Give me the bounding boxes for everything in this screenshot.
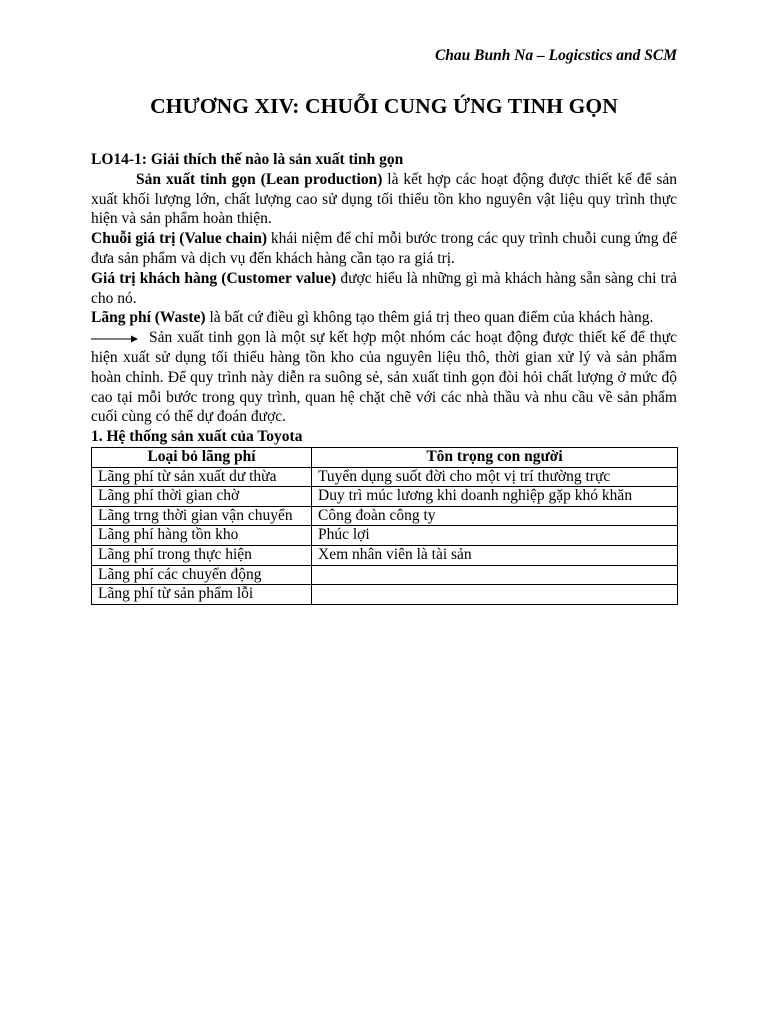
learning-objective-heading: LO14-1: Giải thích thế nào là sản xuất tinh gọn bbox=[91, 151, 404, 168]
chapter-title: CHƯƠNG XIV: CHUỖI CUNG ỨNG TINH GỌN bbox=[150, 94, 618, 118]
table-cell: Lãng trng thời gian vận chuyển bbox=[92, 506, 312, 526]
table-cell: Lãng phí từ sản phẩm lỗi bbox=[92, 585, 312, 605]
table-cell bbox=[312, 585, 678, 605]
table-header-waste: Loại bỏ lãng phí bbox=[92, 447, 312, 467]
paragraph-customer-value bbox=[91, 269, 677, 309]
table-cell: Duy trì múc lương khi doanh nghiệp gặp khó khăn bbox=[312, 487, 678, 507]
page-header: Chau Bunh Na – Logicstics and SCM bbox=[434, 47, 677, 64]
table-cell: Phúc lợi bbox=[312, 526, 678, 546]
arrow-right-icon bbox=[91, 334, 139, 344]
term-waste: Lãng phí (Waste) bbox=[91, 309, 206, 327]
table-row bbox=[92, 585, 678, 605]
term-customer-value: Giá trị khách hàng (Customer value) bbox=[91, 269, 337, 287]
table-cell: Lãng phí từ sản xuất dư thừa bbox=[92, 467, 312, 487]
table-row bbox=[92, 467, 678, 487]
definition-value-chain: khái niệm để chỉ mỗi bước trong các quy trình chuỗi cung ứng để đưa sản phẩm và dịch vụ đến khách hàng cần tạo ra giá trị. bbox=[91, 230, 678, 267]
table-cell: Tuyển dụng suốt đời cho một vị trí thường trực bbox=[312, 467, 678, 487]
table-row bbox=[92, 565, 678, 585]
paragraph-waste bbox=[91, 308, 677, 328]
table-cell: Lãng phí hàng tồn kho bbox=[92, 526, 312, 546]
table-cell bbox=[312, 565, 678, 585]
definition-customer-value: được hiểu là những gì mà khách hàng sẵn sàng chi trả cho nó. bbox=[91, 269, 677, 307]
term-lean-production: Sản xuất tinh gọn (Lean production) bbox=[136, 170, 383, 188]
table-header-row bbox=[92, 447, 678, 467]
table-header-respect: Tôn trọng con người bbox=[312, 447, 678, 467]
term-value-chain: Chuỗi giá trị (Value chain) bbox=[91, 230, 268, 248]
summary-text: Sản xuất tinh gọn là một sự kết hợp một nhóm các hoạt động được thiết kế để thực hiện xuất sử dụng tối thiểu hàng tồn kho của nguyên liệu thô, thời gian xử lý và sản phẩm hoàn chỉnh. Để quy trình này diễn ra suông sẻ, sản xuất tinh gọn đòi hỏi chất lượng ở mức độ cao tại mỗi bước trong quy trình, quan hệ chặt chẽ với các nhà thầu và nhu cầu về sản phẩm cuối cùng có thể dự đoán được. bbox=[91, 329, 677, 426]
table-cell: Công đoàn công ty bbox=[312, 506, 678, 526]
table-row bbox=[92, 506, 678, 526]
paragraph-summary bbox=[91, 328, 677, 427]
toyota-production-table bbox=[91, 447, 678, 605]
table-row bbox=[92, 526, 678, 546]
definition-waste: là bất cứ điều gì không tạo thêm giá trị theo quan điểm của khách hàng. bbox=[205, 309, 654, 327]
definition-lean-production: là kết hợp các hoạt động được thiết kế để sản xuất khối lượng lớn, chất lượng cao sử dụng tối thiểu tồn kho nguyên vật liệu quy trình thực hiện và sản phẩm hoàn thiện. bbox=[91, 170, 677, 228]
table-row bbox=[92, 545, 678, 565]
section-heading-toyota: 1. Hệ thống sản xuất của Toyota bbox=[91, 428, 303, 446]
table-row bbox=[92, 487, 678, 507]
paragraph-lean-production bbox=[91, 170, 677, 229]
document-body bbox=[91, 150, 677, 605]
paragraph-value-chain bbox=[91, 229, 677, 269]
table-cell: Lãng phí trong thực hiện bbox=[92, 545, 312, 565]
table-cell: Xem nhân viên là tài sản bbox=[312, 545, 678, 565]
table-cell: Lãng phí thời gian chờ bbox=[92, 487, 312, 507]
table-cell: Lãng phí các chuyển động bbox=[92, 565, 312, 585]
